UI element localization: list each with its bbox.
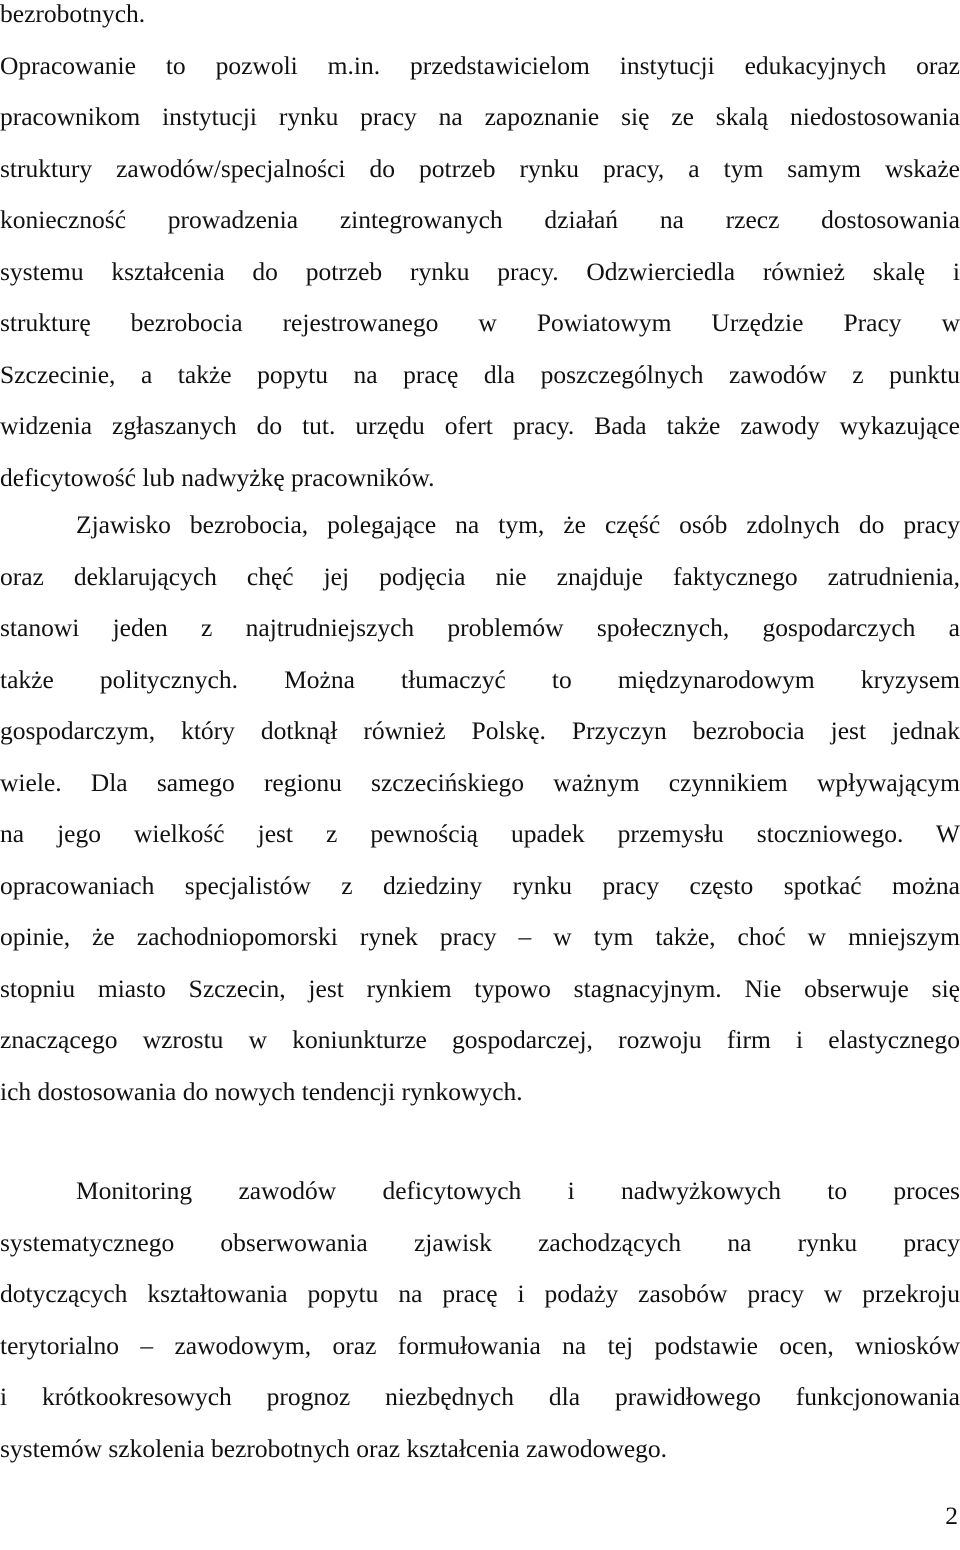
text-line: systemu kształcenia do potrzeb rynku pracy. Odzwierciedla również skalę i (0, 256, 960, 286)
page-number: 2 (945, 1501, 958, 1530)
text-line: opracowaniach specjalistów z dziedziny rynku pracy często spotkać można (0, 870, 960, 900)
text-line: pracownikom instytucji rynku pracy na zapoznanie się ze skalą niedostosowania (0, 102, 960, 131)
text-line: struktury zawodów/specjalności do potrzeb rynku pracy, a tym samym wskaże (0, 153, 960, 183)
text-line: opinie, że zachodniopomorski rynek pracy – w tym także, choć w mniejszym (0, 922, 960, 951)
text-line: dotyczących kształtowania popytu na pracę i podaży zasobów pracy w przekroju (0, 1279, 960, 1308)
text-line: stopniu miasto Szczecin, jest rynkiem typowo stagnacyjnym. Nie obserwuje się (0, 973, 960, 1003)
text-line: konieczność prowadzenia zintegrowanych działań na rzecz dostosowania (0, 205, 960, 234)
text-line: Szczecinie, a także popytu na pracę dla poszczególnych zawodów z punktu (0, 359, 960, 389)
text-line: stanowi jeden z najtrudniejszych problemów społecznych, gospodarczych a (0, 613, 960, 642)
text-line: systemów szkolenia bezrobotnych oraz kształcenia zawodowego. (0, 1433, 668, 1463)
text-line: znaczącego wzrostu w koniunkturze gospodarczej, rozwoju firm i elastycznego (0, 1025, 960, 1054)
text-line: deficytowość lub nadwyżkę pracowników. (0, 462, 435, 492)
text-line: Monitoring zawodów deficytowych i nadwyżkowych to proces (76, 1176, 960, 1205)
text-line: strukturę bezrobocia rejestrowanego w Powiatowym Urzędzie Pracy w (0, 308, 960, 337)
text-line: i krótkookresowych prognoz niezbędnych dla prawidłowego funkcjonowania (0, 1382, 960, 1411)
text-line: bezrobotnych. (0, 0, 146, 28)
text-line: Zjawisko bezrobocia, polegające na tym, że część osób zdolnych do pracy (76, 510, 960, 539)
text-line: terytorialno – zawodowym, oraz formułowania na tej podstawie ocen, wniosków (0, 1330, 960, 1360)
text-line: gospodarczym, który dotknął również Polskę. Przyczyn bezrobocia jest jednak (0, 716, 960, 745)
text-line: Opracowanie to pozwoli m.in. przedstawicielom instytucji edukacyjnych oraz (0, 50, 960, 80)
text-line: także politycznych. Można tłumaczyć to międzynarodowym kryzysem (0, 664, 960, 694)
text-line: ich dostosowania do nowych tendencji rynkowych. (0, 1076, 523, 1106)
text-line: na jego wielkość jest z pewnością upadek przemysłu stoczniowego. W (0, 819, 960, 848)
text-line: widzenia zgłaszanych do tut. urzędu ofert pracy. Bada także zawody wykazujące (0, 411, 960, 440)
text-line: oraz deklarujących chęć jej podjęcia nie znajduje faktycznego zatrudnienia, (0, 561, 960, 591)
text-line: systematycznego obserwowania zjawisk zachodzących na rynku pracy (0, 1227, 960, 1257)
text-line: wiele. Dla samego regionu szczecińskiego ważnym czynnikiem wpływającym (0, 767, 960, 797)
